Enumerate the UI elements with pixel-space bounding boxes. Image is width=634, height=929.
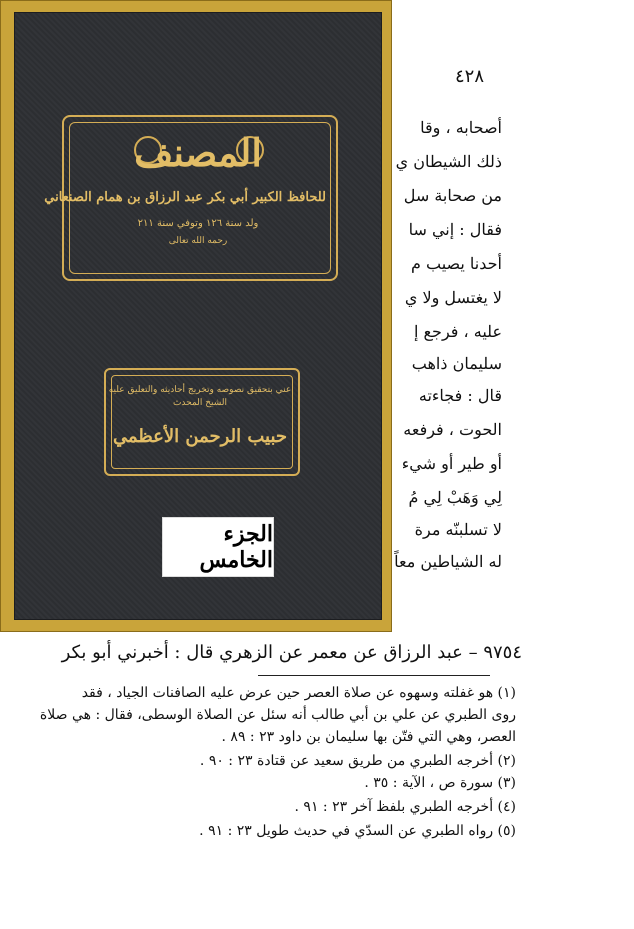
book-cover (0, 0, 392, 632)
body-line: ذلك الشيطان ي (395, 152, 502, 171)
hadith-line: ٩٧٥٤ – عبد الرزاق عن معمر عن الزهري قال : أخبرني أبو بكر (61, 642, 522, 663)
body-line: أو طير أو شيء (401, 454, 502, 473)
book-author: للحافظ الكبير أبي بكر عبد الرزاق بن همام الصنعاني (44, 190, 326, 205)
body-line: قال : فجاءته (418, 386, 502, 405)
footnote-line: العصر، وهي التي فتّن بها سليمان بن داود ٢٣ : ٨٩ . (221, 729, 516, 745)
footnote-divider (258, 675, 490, 676)
page-number: ٤٢٨ (455, 66, 485, 87)
body-line: فقال : إني سا (408, 220, 502, 239)
footnote-line: (٥) رواه الطبري عن السدّي في حديث طويل ٢٣ : ٩١ . (199, 823, 516, 839)
footnote-line: روى الطبري عن علي بن أبي طالب أنه سئل عن الصلاة الوسطى، فقال : هي صلاة (39, 707, 516, 723)
book-blessing: رحمه الله تعالى (168, 236, 228, 246)
body-line: لا يغتسل ولا ي (404, 288, 502, 307)
editor-intro: عني بتحقيق نصوصه وتخريج أحاديثه والتعليق عليه الشيخ المحدث (108, 385, 292, 408)
footnote-line: (١) هو غفلته وسهوه عن صلاة العصر حين عرض عليه الصافنات الجياد ، فقد (81, 685, 516, 701)
body-line: أصحابه ، وقا (420, 118, 502, 137)
body-line: سليمان ذاهب (411, 354, 502, 373)
book-dates: ولد سنة ١٢٦ وتوفي سنة ٢١١ (137, 218, 259, 229)
volume-label: الجزء الخامس (162, 517, 274, 577)
footnote-line: (٣) سورة ص ، الآية : ٣٥ . (364, 775, 516, 791)
body-line: عليه ، فرجع إ (414, 322, 502, 341)
body-line: من صحابة سل (403, 186, 502, 205)
body-line: له الشياطين معاً (394, 552, 502, 571)
body-line: الحوت ، فرفعه (403, 420, 502, 439)
book-title: المصنف (134, 130, 262, 175)
footnote-line: (٢) أخرجه الطبري من طريق سعيد عن قتادة ٢٣ : ٩٠ . (199, 753, 516, 769)
body-line: أحدنا يصيب م (410, 254, 502, 273)
footnote-line: (٤) أخرجه الطبري بلفظ آخر ٢٣ : ٩١ . (294, 799, 516, 815)
editor-name: حبيب الرحمن الأعظمي (112, 426, 288, 447)
body-line: لِي وَهَبْ لِي مُ (408, 488, 502, 507)
body-line: لا تسلبنّه مرة (414, 520, 502, 539)
